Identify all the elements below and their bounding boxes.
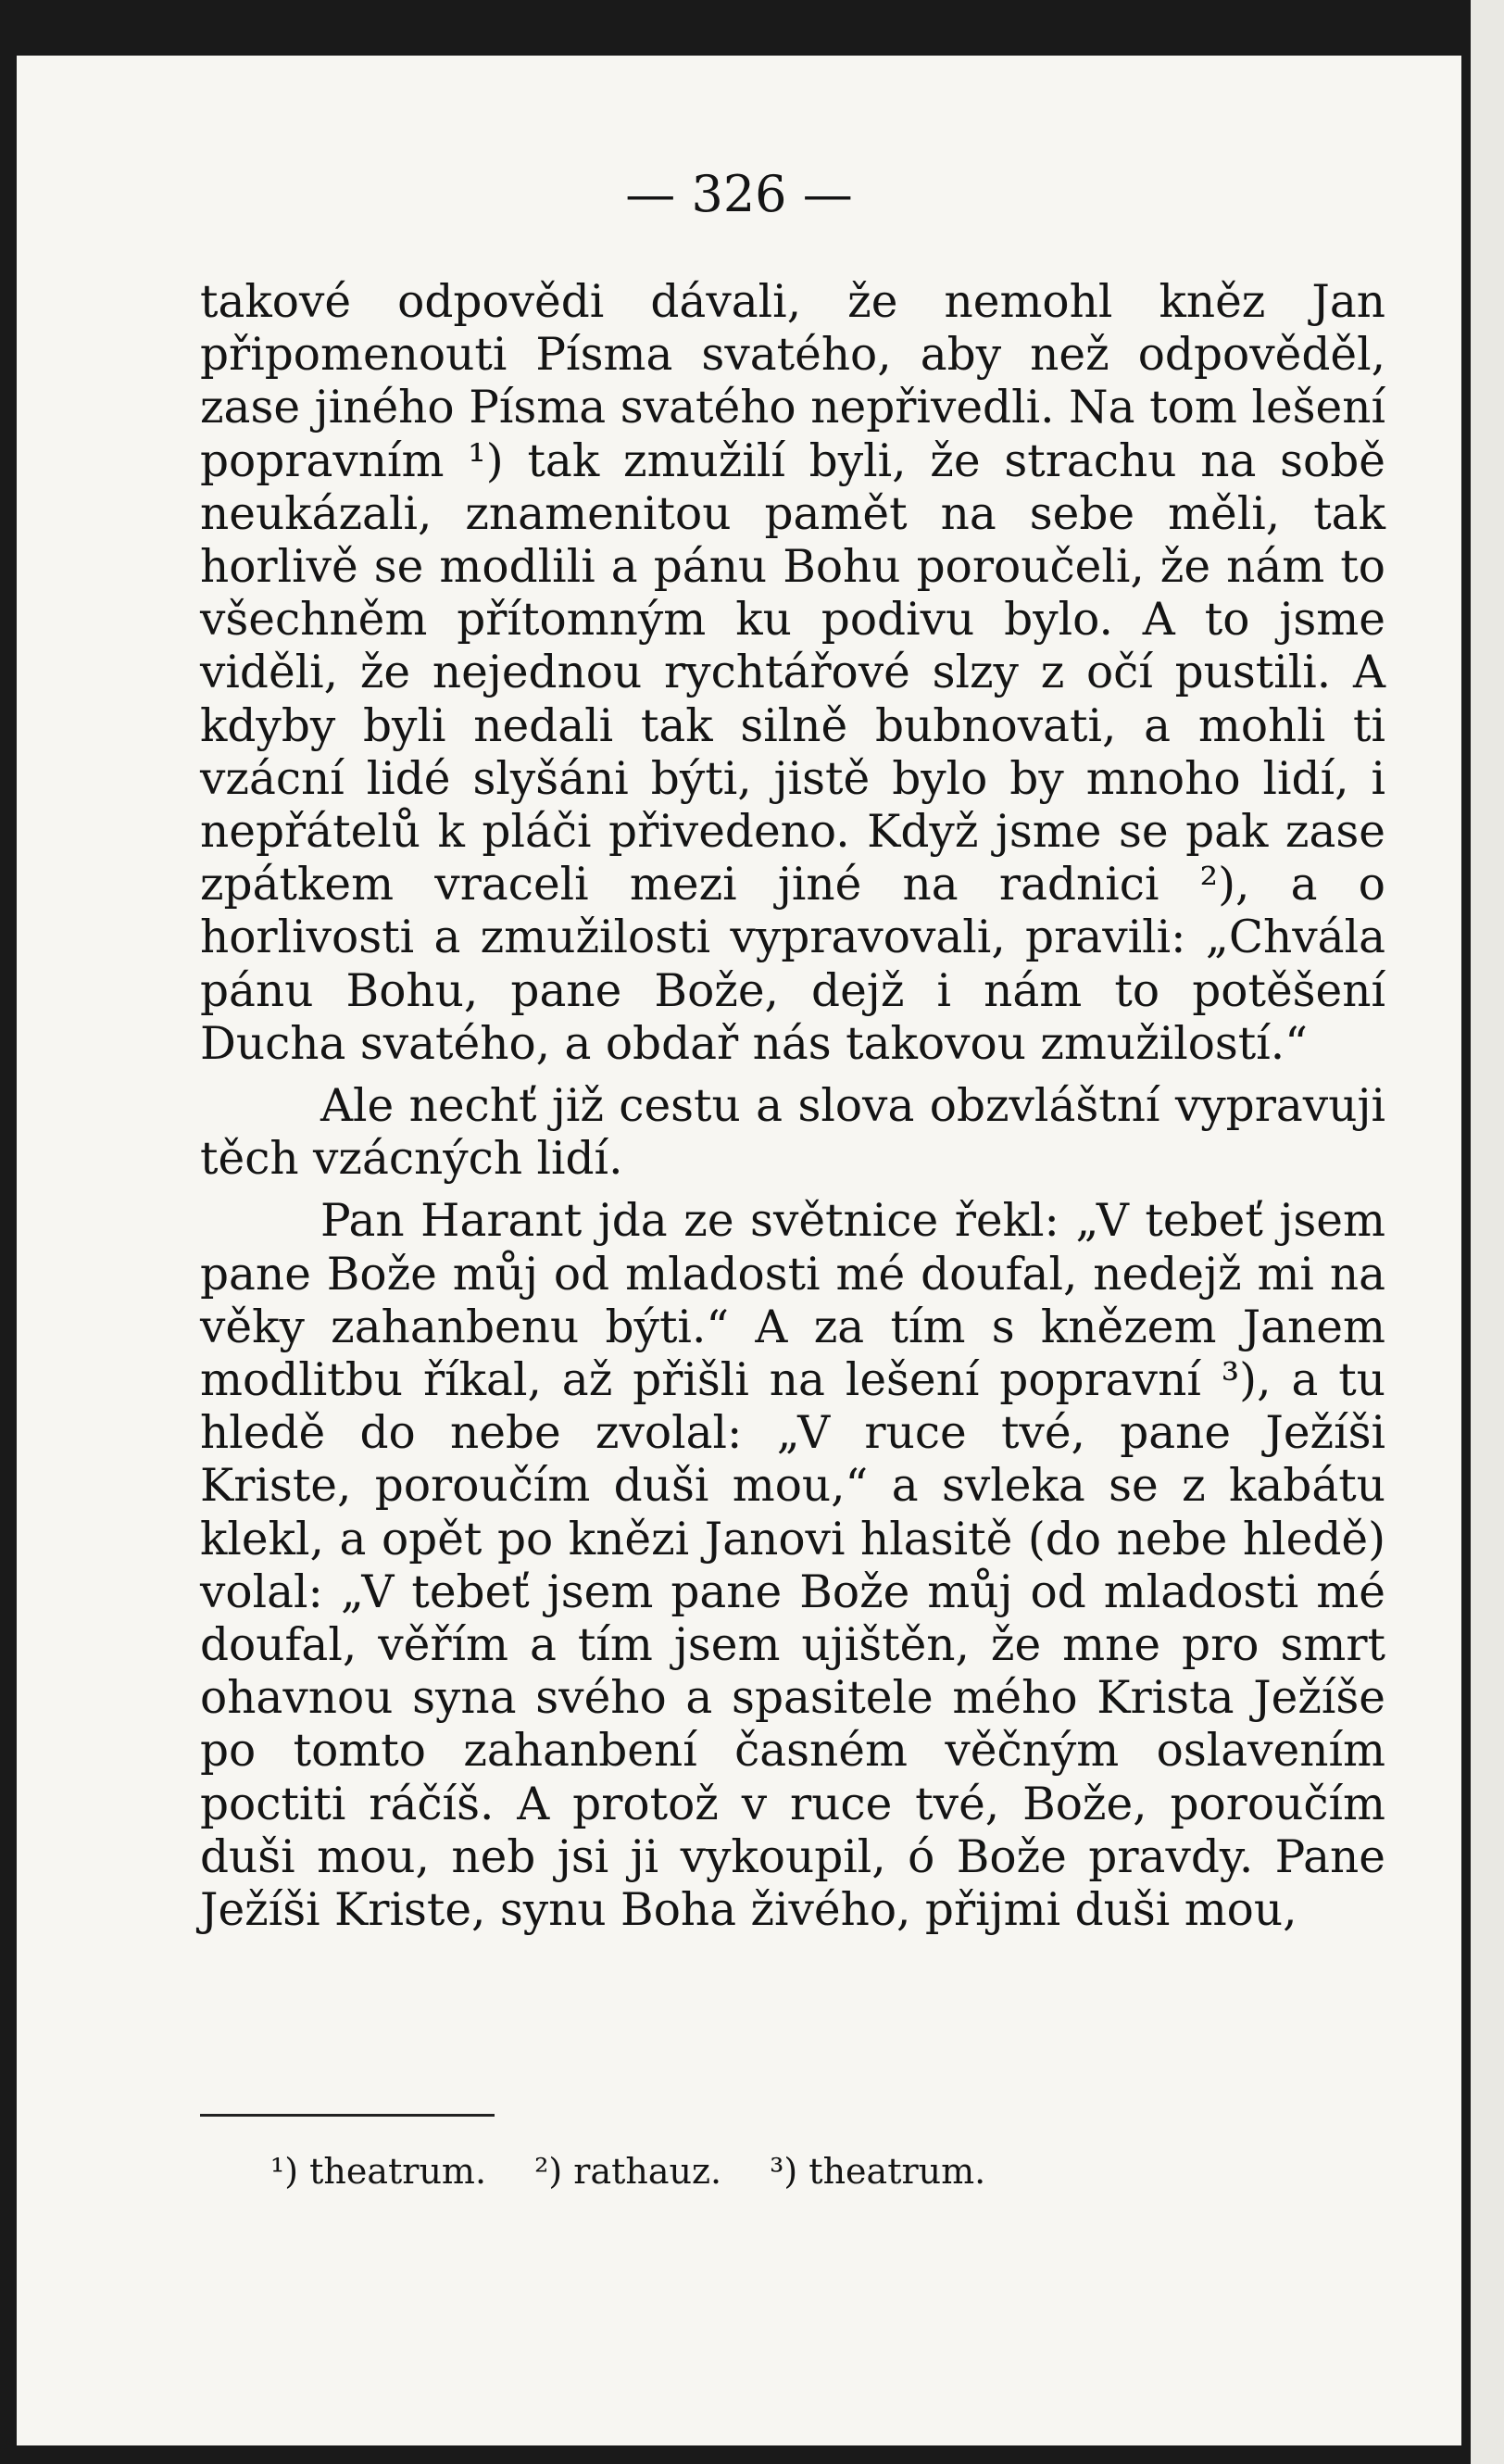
paragraph-3: Pan Harant jda ze světnice řekl: „V tebeť jsem pane Bože můj od mladosti mé doufal, nedejž mi na věky zahanbenu býti.“ A za tím s knězem Janem modlitbu říkal, až přišli na lešení popravní ³), a tu hledě do nebe zvolal: „V ruce tvé, pane Ježíši Kriste, poroučím duši mou,“ a svleka se z kabátu klekl, a opět po knězi Janovi hlasitě (do nebe hledě) volal: „V tebeť jsem pane Bože můj od mladosti mé doufal, věřím a tím jsem ujištěn, že mne pro smrt ohavnou syna svého a spasitele mého Krista Ježíše po tomto zahanbení časném věčným oslavením poctiti ráčíš. A protož v ruce tvé, Bože, poroučím duši mou, neb jsi ji vykoupil, ó Bože pravdy. Pane Ježíši Kriste, synu Boha živého, přijmi duši mou, <box>200 1195 1385 1937</box>
book-page <box>17 56 1461 2445</box>
footnote-rule <box>200 2114 495 2117</box>
footnotes <box>270 2151 1022 2192</box>
page-number: — 326 — <box>625 165 853 223</box>
page-edge <box>1471 0 1504 2464</box>
body-text <box>200 276 1385 1937</box>
paragraph-2: Ale nechť již cestu a slova obzvláštní vypravuji těch vzácných lidí. <box>200 1080 1385 1186</box>
paragraph-1: takové odpovědi dávali, že nemohl kněz Jan připomenouti Písma svatého, aby než odpověděl, zase jiného Písma svatého nepřivedli. Na tom lešení popravním ¹) tak zmužilí byli, že strachu na sobě neukázali, znamenitou pamět na sebe měli, tak horlivě se modlili a pánu Bohu poroučeli, že nám to všechněm přítomným ku podivu bylo. A to jsme viděli, že nejednou rychtářové slzy z očí pustili. A kdyby byli nedali tak silně bubnovati, a mohli ti vzácní lidé slyšáni býti, jistě bylo by mnoho lidí, i nepřátelů k pláči přivedeno. Když jsme se pak zase zpátkem vraceli mezi jiné na radnici ²), a o horlivosti a zmužilosti vypravovali, pravili: „Chvála pánu Bohu, pane Bože, dejž i nám to potěšení Ducha svatého, a obdař nás takovou zmužilostí.“ <box>200 276 1385 1070</box>
footnote-2: ²) rathauz. <box>534 2151 722 2192</box>
footnote-1: ¹) theatrum. <box>270 2151 487 2192</box>
footnote-3: ³) theatrum. <box>770 2151 986 2192</box>
